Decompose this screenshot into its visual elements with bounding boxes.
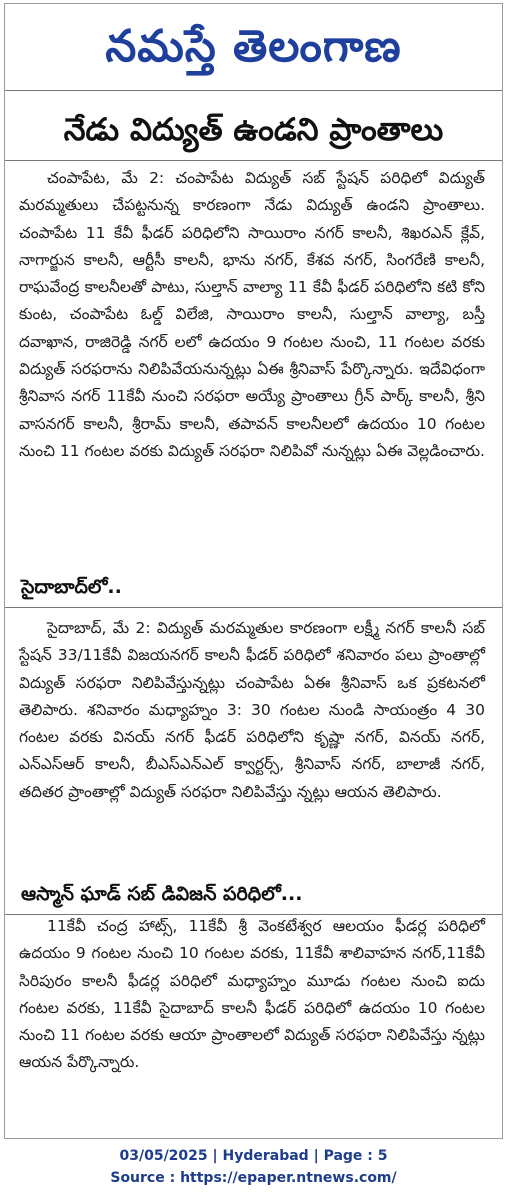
news-clipping: [4, 3, 503, 1139]
footer-source-link[interactable]: Source : https://epaper.ntnews.com/: [110, 1170, 397, 1186]
article-paragraph-3: 11కేవీ చంద్ర హాట్స్, 11కేవీ శ్రీ వెంకటేశ్వర ఆలయం ఫీడర్ల పరిధిలో ఉదయం 9 గంటల నుంచి 10 గంటల వరకు, 11కేవీ శాలివాహన నగర్,11కేవీ సిరిపురం కాలనీ ఫీడర్ల పరిధిలో మధ్యాహ్నం మూడు గంటల నుంచి ఐదు గంటల వరకు, 11కేవీ సైదాబాద్ కాలనీ ఫీడర్ పరిధిలో ఉదయం 10 గంటల నుంచి 11 గంటల వరకు ఆయా ప్రాంతాలలో విద్యుత్ సరఫరా నిలిపివేస్తు న్నట్లు ఆయన పేర్కొన్నారు.: [19, 917, 485, 1072]
divider: [5, 90, 502, 91]
headline: నేడు విద్యుత్ ఉండని ప్రాంతాలు: [63, 112, 444, 148]
footer-date-line: 03/05/2025 | Hyderabad | Page : 5: [119, 1148, 388, 1164]
article-paragraph-1: చంపాపేట, మే 2: చంపాపేట విద్యుత్ సబ్ స్టేషన్ పరిధిలో విద్యుత్ మరమ్మతులు చేపట్టనున్న కారణంగా నేడు విద్యుత్ ఉండని ప్రాంతాలు. చంపాపేట 11 కేవీ ఫీడర్ పరిధిలోని సాయిరాం నగర్ కాలనీ, శిఖరఎన్ క్లేవ్, నాగార్జున కాలనీ, ఆర్టీసీ కాలనీ, భాను నగర్, కేశవ నగర్, సింగరేణి కాలనీ, రాఘవేంద్ర కాలనీలతో పాటు, సుల్తాన్ వాల్యా 11 కేవీ ఫీడర్ పరిధిలోని కటి కోని కుంట, చంపాపేట ఓల్డ్ విలేజి, సాయిరాం కాలనీ, సుల్తాన్ వాల్యా, బస్తీ దవాఖాన, రాజిరెడ్డి నగర్ లలో ఉదయం 9 గంటల నుంచి, 11 గంటల వరకు విద్యుత్ సరఫరాను నిలిపివేయనున్నట్లు ఏఈ శ్రీనివాస్ పేర్కొన్నారు. ఇదేవిధంగా శ్రీనివాస నగర్ 11కేవీ నుంచి సరఫరా అయ్యే ప్రాంతాలు గ్రీన్ పార్క్ కాలనీ, శ్రీని వాసనగర్ కాలనీ, శ్రీరామ్ కాలనీ, తపావన్ కాలనీలలో ఉదయం 10 గంటల నుంచి 11 గంటల వరకు విద్యుత్ సరఫరా నిలిపివో నున్నట్లు ఏఈ వెల్లడించారు.: [19, 169, 485, 460]
subheading-asmanghad: ఆస్మాన్ ఘాడ్ సబ్ డివిజన్ పరిధిలో...: [21, 883, 303, 905]
masthead: [5, 8, 502, 86]
divider: [5, 607, 502, 608]
masthead-title: నమస్తే తెలంగాణ: [105, 21, 402, 72]
subheading-saidabad: సైదాబాద్‌లో..: [21, 576, 122, 598]
article-paragraph-2: సైదాబాద్, మే 2: విద్యుత్ మరమ్మతుల కారణంగా లక్ష్మీ నగర్ కాలనీ సబ్ స్టేషన్ 33/11కేవీ విజయనగర్ కాలనీ ఫీడర్ పరిధిలో శనివారం పలు ప్రాంతాల్లో విద్యుత్ సరఫరా నిలిపివేస్తున్నట్లు చంపాపేట ఏఈ శ్రీనివాస్ ఒక ప్రకటనలో తెలిపారు. శనివారం మధ్యాహ్నం 3: 30 గంటల నుండి సాయంత్రం 4 30 గంటల వరకు వినయ్ నగర్ ఫీడర్ పరిధిలోని కృష్ణా నగర్, వినయ్ నగర్, ఎన్ఎస్ఆర్ కాలనీ, బీఎస్ఎన్ఎల్ క్వార్టర్స్, శ్రీనివాస్ నగర్, బాలాజీ నగర్, తదితర ప్రాంతాల్లో విద్యుత్ సరఫరా నిలిపివేస్తు న్నట్లు ఆయన తెలిపారు.: [19, 619, 485, 801]
divider: [5, 160, 502, 161]
